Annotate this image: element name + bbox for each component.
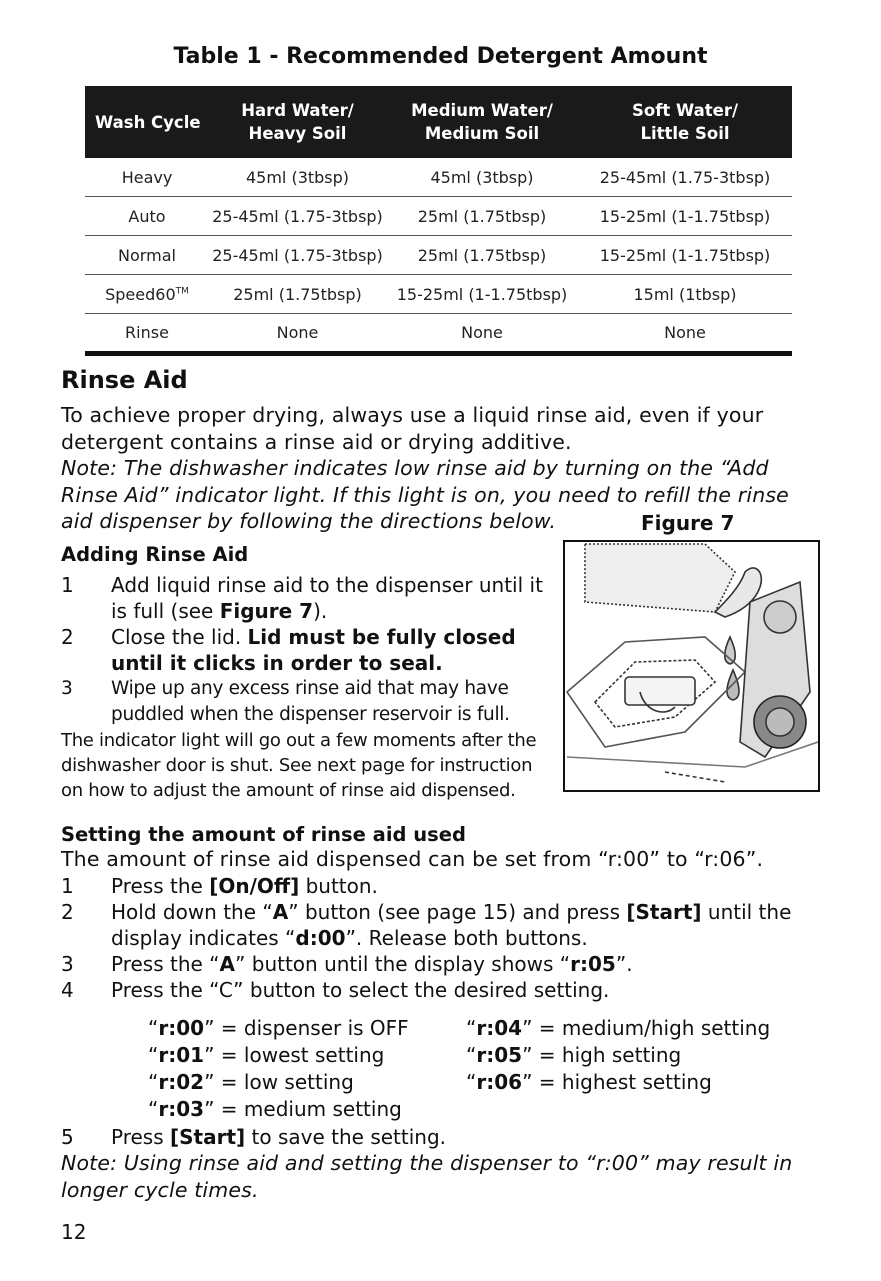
table-cell: Normal bbox=[118, 245, 176, 265]
intro-paragraph: To achieve proper drying, always use a liquid rinse aid, even if your detergent contains a rinse aid or drying additive. bbox=[61, 403, 764, 454]
table-cell: 25ml (1.75tbsp) bbox=[417, 206, 547, 226]
list-item bbox=[61, 977, 821, 1003]
figure-label: Figure 7 bbox=[641, 511, 735, 535]
step-number: 2 bbox=[61, 899, 74, 924]
table-cell: 15-25ml (1-1.75tbsp) bbox=[599, 245, 771, 265]
table-row bbox=[85, 197, 792, 236]
step-text: Hold down the “A” button (see page 15) and press [Start] until the display indicates “d:00”. Release both buttons. bbox=[111, 899, 792, 950]
step-text: Press [Start] to save the setting. bbox=[111, 1125, 447, 1149]
list-item bbox=[61, 572, 556, 624]
table-cell: Auto bbox=[128, 206, 166, 226]
setting-option: “r:05” = high setting bbox=[466, 1043, 682, 1067]
rinse-aid-settings-list bbox=[148, 1015, 770, 1123]
table-row bbox=[85, 314, 792, 356]
adding-rinse-aid-heading: Adding Rinse Aid bbox=[61, 543, 249, 566]
list-item bbox=[61, 951, 821, 977]
figure-7-illustration bbox=[563, 540, 820, 792]
step-text: Press the [On/Off] button. bbox=[111, 873, 378, 898]
step-text: Add liquid rinse aid to the dispenser until it is full (see Figure 7). bbox=[111, 573, 543, 623]
indicator-paragraph: The indicator light will go out a few moments after the dishwasher door is shut. See next page for instruction on how to adjust the amount of rinse aid dispensed. bbox=[61, 730, 537, 801]
setting-option: “r:01” = lowest setting bbox=[148, 1043, 385, 1067]
settings-row bbox=[148, 1069, 770, 1096]
step-text: Wipe up any excess rinse aid that may have puddled when the dispenser reservoir is full. bbox=[111, 678, 510, 725]
list-item bbox=[61, 899, 821, 951]
table-row bbox=[85, 236, 792, 275]
table-cell: 15-25ml (1-1.75tbsp) bbox=[599, 206, 771, 226]
table-cell: Rinse bbox=[125, 323, 169, 342]
setting-heading: Setting the amount of rinse aid used bbox=[61, 823, 466, 846]
table-cell: Speed60™ bbox=[105, 284, 189, 304]
table-cell: 15ml (1tbsp) bbox=[633, 284, 737, 304]
table-cell: 45ml (3tbsp) bbox=[430, 167, 534, 187]
table-cell: 45ml (3tbsp) bbox=[245, 167, 350, 187]
table-header-row bbox=[85, 86, 792, 158]
table-cell: 25ml (1.75tbsp) bbox=[417, 245, 547, 265]
setting-option: “r:02” = low setting bbox=[148, 1070, 354, 1094]
step-number: 2 bbox=[61, 625, 74, 649]
table-title: Table 1 - Recommended Detergent Amount bbox=[173, 44, 708, 69]
list-item bbox=[61, 873, 821, 899]
trademark-mark: TM bbox=[175, 286, 189, 297]
table-row bbox=[85, 158, 792, 197]
step-number: 1 bbox=[61, 873, 74, 898]
section-heading-rinse-aid: Rinse Aid bbox=[61, 366, 188, 394]
header-wash-cycle: Wash Cycle bbox=[95, 112, 201, 132]
setting-option: “r:06” = highest setting bbox=[466, 1070, 712, 1094]
table-cell: 25ml (1.75tbsp) bbox=[233, 284, 362, 304]
header-soft-water: Soft Water/ Little Soil bbox=[631, 101, 739, 143]
table-cell: 25-45ml (1.75-3tbsp) bbox=[212, 245, 383, 265]
step-text: Press the “C” button to select the desired setting. bbox=[111, 977, 610, 1002]
header-medium-water: Medium Water/ Medium Soil bbox=[411, 101, 553, 143]
list-item bbox=[61, 624, 556, 676]
list-item bbox=[61, 676, 556, 728]
adding-rinse-aid-section bbox=[61, 543, 556, 803]
step-text: Close the lid. Lid must be fully closed until it clicks in order to seal. bbox=[111, 625, 516, 675]
settings-row bbox=[148, 1042, 770, 1069]
setting-section bbox=[61, 823, 821, 1003]
step-number: 4 bbox=[61, 977, 74, 1002]
setting-footer bbox=[61, 1124, 821, 1203]
table-cell: 25-45ml (1.75-3tbsp) bbox=[599, 167, 771, 187]
table-cell: 25-45ml (1.75-3tbsp) bbox=[212, 206, 383, 226]
setting-option: “r:03” = medium setting bbox=[148, 1097, 402, 1121]
setting-note: Note: Using rinse aid and setting the dispenser to “r:00” may result in longer cycle times. bbox=[61, 1151, 793, 1202]
table-cell: Heavy bbox=[121, 167, 173, 187]
step-number: 3 bbox=[61, 951, 74, 976]
table-cell: 15-25ml (1-1.75tbsp) bbox=[396, 284, 568, 304]
step-number: 1 bbox=[61, 573, 74, 597]
setting-intro: The amount of rinse aid dispensed can be set from “r:00” to “r:06”. bbox=[61, 847, 764, 871]
step-number: 5 bbox=[61, 1125, 74, 1149]
table-cell: None bbox=[461, 323, 503, 342]
header-hard-water: Hard Water/ Heavy Soil bbox=[241, 101, 354, 143]
dispenser-drawing bbox=[565, 542, 818, 790]
table-row bbox=[85, 275, 792, 314]
page-number: 12 bbox=[61, 1220, 87, 1244]
detergent-table bbox=[85, 86, 792, 356]
setting-option: “r:00” = dispenser is OFF bbox=[148, 1016, 409, 1040]
step-text: Press the “A” button until the display shows “r:05”. bbox=[111, 951, 633, 976]
note-paragraph: Note: The dishwasher indicates low rinse aid by turning on the “Add Rinse Aid” indicator light. If this light is on, you need to refill the rinse aid dispenser by following the directions below. bbox=[61, 456, 789, 533]
table-cell: None bbox=[276, 323, 319, 342]
list-item bbox=[61, 1124, 821, 1150]
settings-row bbox=[148, 1015, 770, 1042]
table-cell: None bbox=[664, 323, 706, 342]
settings-row bbox=[148, 1096, 770, 1123]
step-number: 3 bbox=[61, 678, 73, 699]
setting-option: “r:04” = medium/high setting bbox=[466, 1016, 771, 1040]
